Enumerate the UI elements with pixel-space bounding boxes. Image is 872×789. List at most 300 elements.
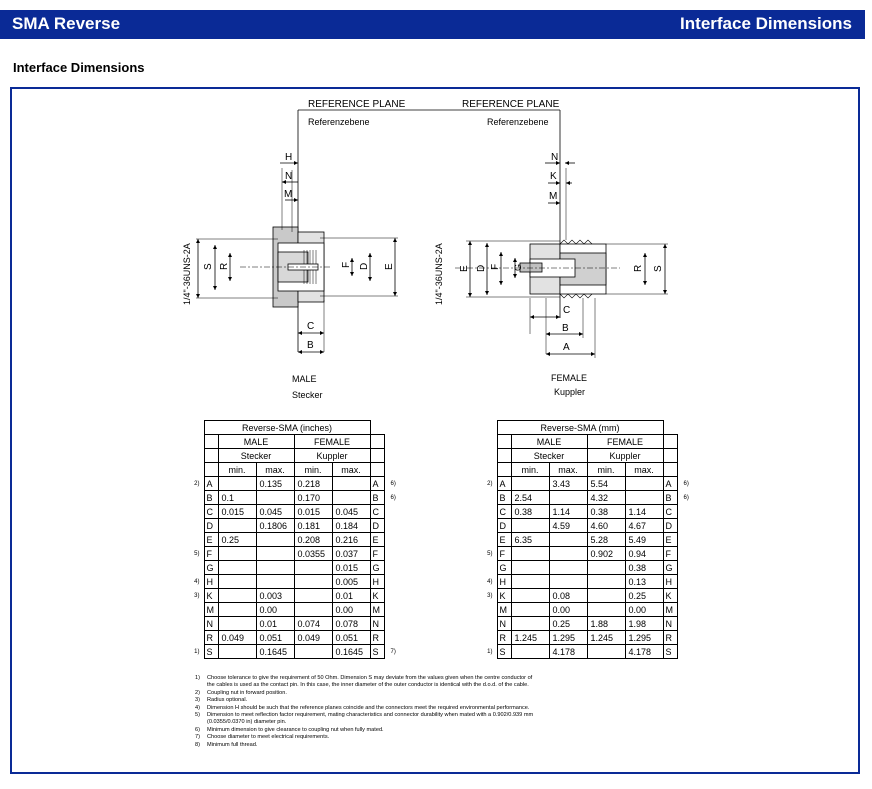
footnote-ref: 2): [194, 480, 200, 487]
table-row: [479, 477, 695, 491]
table-row: [479, 603, 695, 617]
footnote-ref: 2): [487, 480, 493, 487]
footnote-item: [195, 742, 625, 749]
product-title: SMA Reverse: [12, 14, 121, 33]
dim-label-a-female: A: [563, 342, 570, 353]
footnote-number: 6): [195, 726, 200, 733]
female-caption: FEMALE: [551, 373, 588, 383]
male-thread-label: 1/4"-36UNS-2A: [182, 243, 192, 305]
dimension-letter: C: [370, 505, 384, 519]
footnote-ref: [677, 645, 695, 659]
mm-col-min: min.: [511, 463, 549, 477]
female-min-value: 0.074: [294, 617, 332, 631]
footnote-ref: [384, 561, 402, 575]
dimension-letter: N: [497, 617, 511, 631]
dimension-letter: K: [497, 589, 511, 603]
male-max-value: 0.08: [549, 589, 587, 603]
mm-col-max: max.: [625, 463, 663, 477]
female-min-value: 0.208: [294, 533, 332, 547]
female-min-value: 1.245: [587, 631, 625, 645]
footnote-number: 4): [195, 704, 200, 711]
dimension-letter: C: [497, 505, 511, 519]
dimension-letter: K: [204, 589, 218, 603]
footnote-ref: [677, 631, 695, 645]
dimension-letter: H: [370, 575, 384, 589]
mm-female-header-de: Kuppler: [587, 449, 663, 463]
footnote-number: 5): [195, 712, 200, 719]
footnote-ref: [186, 533, 204, 547]
male-min-value: [511, 603, 549, 617]
dim-label-k-female: K: [550, 171, 557, 182]
table-row: [479, 491, 695, 505]
footnote-item: [195, 712, 625, 719]
male-min-value: [218, 477, 256, 491]
female-min-value: 5.28: [587, 533, 625, 547]
footnote-text: Coupling nut in forward position.: [207, 689, 287, 696]
dimension-letter: M: [204, 603, 218, 617]
footnote-ref: 6): [683, 494, 689, 501]
dimension-letter: R: [370, 631, 384, 645]
table-row: [186, 589, 402, 603]
dimension-letter: C: [663, 505, 677, 519]
dim-label-b-female: B: [562, 323, 569, 334]
female-max-value: 1.295: [625, 631, 663, 645]
footnote-ref: [384, 505, 402, 519]
dimension-letter: M: [663, 603, 677, 617]
dimension-letter: C: [204, 505, 218, 519]
section-header-title: Interface Dimensions: [680, 14, 852, 33]
female-max-value: 5.49: [625, 533, 663, 547]
inches-col-min: min.: [294, 463, 332, 477]
table-row: [186, 617, 402, 631]
footnote-ref: [186, 617, 204, 631]
male-max-value: 0.1645: [256, 645, 294, 659]
table-row: [479, 575, 695, 589]
footnote-ref: [384, 547, 402, 561]
dim-label-f-male: F: [341, 261, 352, 268]
footnote-ref: [677, 617, 695, 631]
dimension-letter: S: [204, 645, 218, 659]
dim-label-d-female: D: [476, 264, 487, 272]
dimension-letter: G: [204, 561, 218, 575]
male-max-value: [256, 533, 294, 547]
footnote-item: [195, 727, 625, 734]
female-max-value: 0.94: [625, 547, 663, 561]
dim-label-s-male: S: [203, 263, 214, 270]
footnote-number: 2): [195, 689, 200, 696]
dimension-letter: N: [370, 617, 384, 631]
dimension-letter: D: [370, 519, 384, 533]
mm-male-header-de: Stecker: [511, 449, 587, 463]
male-min-value: [218, 519, 256, 533]
footnote-ref: 5): [194, 550, 200, 557]
footnote-ref: [677, 505, 695, 519]
female-max-value: [332, 491, 370, 505]
dimension-letter: D: [204, 519, 218, 533]
male-min-value: [218, 617, 256, 631]
female-max-value: 0.01: [332, 589, 370, 603]
table-row: [479, 645, 695, 659]
footnotes: [195, 675, 625, 749]
table-row: [479, 533, 695, 547]
dim-label-m-female: M: [549, 191, 558, 202]
male-min-value: [511, 575, 549, 589]
male-max-value: 3.43: [549, 477, 587, 491]
male-max-value: [256, 547, 294, 561]
mm-col-min: min.: [587, 463, 625, 477]
male-min-value: [218, 547, 256, 561]
female-min-value: 0.015: [294, 505, 332, 519]
dimension-letter: B: [370, 491, 384, 505]
footnote-ref: [677, 589, 695, 603]
male-min-value: [511, 547, 549, 561]
footnote-number: 8): [195, 741, 200, 748]
male-min-value: 1.245: [511, 631, 549, 645]
dimension-letter: H: [663, 575, 677, 589]
male-min-value: [218, 645, 256, 659]
male-max-value: 0.135: [256, 477, 294, 491]
dim-label-e-male: E: [384, 263, 395, 270]
footnote-ref: [384, 519, 402, 533]
footnote-number: 3): [195, 697, 200, 704]
dimension-letter: G: [663, 561, 677, 575]
table-row: [186, 645, 402, 659]
dim-label-b-male: B: [307, 340, 314, 351]
mm-table-title: Reverse-SMA (mm): [497, 421, 663, 435]
male-max-value: 0.1806: [256, 519, 294, 533]
footnote-ref: [677, 575, 695, 589]
table-row: [479, 589, 695, 603]
female-min-value: 4.32: [587, 491, 625, 505]
table-row: [186, 603, 402, 617]
male-max-value: 1.14: [549, 505, 587, 519]
female-min-value: 0.218: [294, 477, 332, 491]
dimension-letter: K: [370, 589, 384, 603]
male-caption: MALE: [292, 374, 317, 384]
female-min-value: 0.181: [294, 519, 332, 533]
dimension-letter: E: [497, 533, 511, 547]
dim-label-c-male: C: [307, 321, 315, 332]
footnote-text: Minimum full thread.: [207, 741, 258, 748]
footnote-number: 7): [195, 734, 200, 741]
dim-label-g-female: G: [513, 263, 523, 271]
dim-label-r-female: R: [633, 264, 644, 272]
footnote-ref: [384, 603, 402, 617]
male-max-value: [549, 575, 587, 589]
female-max-value: 0.037: [332, 547, 370, 561]
female-min-value: [587, 575, 625, 589]
table-row: [479, 617, 695, 631]
footnote-ref: [384, 631, 402, 645]
male-min-value: 0.38: [511, 505, 549, 519]
male-min-value: [511, 617, 549, 631]
dimension-letter: E: [370, 533, 384, 547]
footnote-ref: [186, 603, 204, 617]
dimension-letter: A: [370, 477, 384, 491]
female-max-value: 0.045: [332, 505, 370, 519]
male-min-value: [218, 603, 256, 617]
footnote-ref: 6): [390, 480, 396, 487]
inches-col-max: max.: [332, 463, 370, 477]
female-min-value: 5.54: [587, 477, 625, 491]
footnote-ref: [677, 533, 695, 547]
footnote-text: Minimum dimension to give clearance to coupling nut when fully mated.: [207, 726, 384, 733]
footnote-ref: [677, 603, 695, 617]
footnote-ref: [186, 519, 204, 533]
inches-col-min: min.: [218, 463, 256, 477]
dimension-letter: A: [497, 477, 511, 491]
table-row: [186, 491, 402, 505]
female-min-value: 0.38: [587, 505, 625, 519]
dimension-letter: G: [370, 561, 384, 575]
dimension-letter: A: [663, 477, 677, 491]
female-max-value: 4.67: [625, 519, 663, 533]
female-max-value: 0.216: [332, 533, 370, 547]
female-min-value: 1.88: [587, 617, 625, 631]
ref-plane-female-label-de: Referenzebene: [487, 117, 549, 127]
footnote-ref: [479, 631, 497, 645]
female-max-value: 0.1645: [332, 645, 370, 659]
footnote-ref: 7): [390, 648, 396, 655]
footnote-ref: 1): [487, 648, 493, 655]
male-max-value: [549, 547, 587, 561]
dimension-letter: M: [370, 603, 384, 617]
female-min-value: [294, 603, 332, 617]
dim-label-n-male: N: [285, 171, 293, 182]
footnote-ref: [186, 491, 204, 505]
footnote-text: (0.0355/0.0370 in) diameter pin.: [207, 719, 287, 726]
dimension-letter: D: [497, 519, 511, 533]
female-max-value: 0.38: [625, 561, 663, 575]
footnote-item: [195, 682, 625, 689]
dimension-letter: F: [370, 547, 384, 561]
footnote-ref: [479, 505, 497, 519]
dimension-letter: D: [663, 519, 677, 533]
dimension-letter: F: [663, 547, 677, 561]
dim-label-e-female: E: [459, 265, 470, 272]
male-max-value: [549, 561, 587, 575]
male-max-value: 4.59: [549, 519, 587, 533]
footnote-ref: [479, 603, 497, 617]
male-min-value: 6.35: [511, 533, 549, 547]
footnote-item: [195, 690, 625, 697]
male-min-value: [218, 589, 256, 603]
footnote-ref: [677, 561, 695, 575]
male-min-value: [511, 477, 549, 491]
dimension-letter: R: [204, 631, 218, 645]
male-min-value: 0.015: [218, 505, 256, 519]
female-max-value: 0.051: [332, 631, 370, 645]
footnote-ref: [479, 491, 497, 505]
dimension-letter: B: [663, 491, 677, 505]
male-max-value: 1.295: [549, 631, 587, 645]
ref-plane-male-label-de: Referenzebene: [308, 117, 370, 127]
dimension-letter: B: [497, 491, 511, 505]
footnote-ref: [677, 519, 695, 533]
dimension-letter: R: [663, 631, 677, 645]
footnote-ref: [384, 533, 402, 547]
footnote-ref: [677, 547, 695, 561]
mm-female-header: FEMALE: [587, 435, 663, 449]
footnote-ref: 6): [390, 494, 396, 501]
table-row: [186, 505, 402, 519]
female-caption-de: Kuppler: [554, 387, 586, 397]
male-max-value: [549, 491, 587, 505]
footnote-item: [195, 697, 625, 704]
table-row: [186, 519, 402, 533]
dimension-letter: B: [204, 491, 218, 505]
footnote-item: [195, 719, 625, 726]
male-caption-de: Stecker: [292, 390, 323, 400]
male-max-value: [256, 491, 294, 505]
footnote-ref: [479, 561, 497, 575]
male-max-value: 0.045: [256, 505, 294, 519]
footnote-ref: [479, 617, 497, 631]
male-max-value: 0.003: [256, 589, 294, 603]
dim-label-f-female: F: [490, 263, 501, 270]
female-min-value: [587, 603, 625, 617]
male-min-value: [218, 575, 256, 589]
female-min-value: [294, 645, 332, 659]
dimension-letter: S: [370, 645, 384, 659]
footnote-ref: [479, 533, 497, 547]
footnote-ref: [479, 519, 497, 533]
female-max-value: 1.14: [625, 505, 663, 519]
male-max-value: [256, 575, 294, 589]
table-row: [479, 547, 695, 561]
female-min-value: 0.902: [587, 547, 625, 561]
dimension-letter: A: [204, 477, 218, 491]
dimension-letter: S: [663, 645, 677, 659]
table-row: [186, 631, 402, 645]
dimension-letter: N: [663, 617, 677, 631]
dimension-letter: H: [204, 575, 218, 589]
mm-col-max: max.: [549, 463, 587, 477]
dimension-letter: F: [497, 547, 511, 561]
ref-plane-female-label: REFERENCE PLANE: [462, 99, 560, 110]
inches-female-header: FEMALE: [294, 435, 370, 449]
footnote-number: [195, 719, 207, 726]
male-max-value: 4.178: [549, 645, 587, 659]
footnote-ref: 5): [487, 550, 493, 557]
inches-female-header-de: Kuppler: [294, 449, 370, 463]
dim-label-d-male: D: [359, 262, 370, 270]
footnote-ref: 4): [194, 578, 200, 585]
page-title: Interface Dimensions: [13, 60, 145, 75]
female-min-value: 0.0355: [294, 547, 332, 561]
male-max-value: 0.051: [256, 631, 294, 645]
footnote-ref: 3): [194, 592, 200, 599]
footnote-ref: [384, 589, 402, 603]
ref-plane-male-label: REFERENCE PLANE: [308, 99, 406, 110]
male-max-value: 0.25: [549, 617, 587, 631]
table-row: [479, 631, 695, 645]
dimension-letter: M: [497, 603, 511, 617]
male-min-value: [218, 561, 256, 575]
female-min-value: [587, 645, 625, 659]
table-row: [186, 561, 402, 575]
footnote-ref: [186, 505, 204, 519]
footnote-ref: 3): [487, 592, 493, 599]
dimension-letter: K: [663, 589, 677, 603]
female-max-value: [332, 477, 370, 491]
footnote-ref: [186, 561, 204, 575]
dim-label-s-female: S: [653, 265, 664, 272]
table-row: [479, 519, 695, 533]
female-max-value: 0.00: [625, 603, 663, 617]
female-min-value: [294, 575, 332, 589]
dimension-letter: E: [204, 533, 218, 547]
male-max-value: [256, 561, 294, 575]
dimension-letter: H: [497, 575, 511, 589]
female-min-value: [294, 589, 332, 603]
mm-table: [479, 420, 695, 659]
dimension-letter: S: [497, 645, 511, 659]
footnote-item: [195, 705, 625, 712]
male-max-value: [549, 533, 587, 547]
dimension-letter: N: [204, 617, 218, 631]
female-max-value: 0.015: [332, 561, 370, 575]
table-row: [186, 477, 402, 491]
inches-table: [186, 420, 402, 659]
female-max-value: 0.00: [332, 603, 370, 617]
table-row: [186, 575, 402, 589]
footnote-ref: [384, 617, 402, 631]
footnote-text: Dimension H should be such that the reference planes coincide and the connectors meet the required environmental performance.: [207, 704, 530, 711]
dimension-letter: E: [663, 533, 677, 547]
footnote-text: Dimension to meet reflection factor requirement, mating characteristics and connector durability when mated with a 0.902/0.939 mm: [207, 712, 534, 719]
female-max-value: 0.184: [332, 519, 370, 533]
table-row: [186, 547, 402, 561]
female-min-value: 4.60: [587, 519, 625, 533]
mm-male-header: MALE: [511, 435, 587, 449]
female-thread-label: 1/4"-36UNS-2A: [434, 243, 444, 305]
male-min-value: 0.1: [218, 491, 256, 505]
female-max-value: [625, 491, 663, 505]
dim-label-c-female: C: [563, 305, 571, 316]
female-max-value: 0.078: [332, 617, 370, 631]
footnote-item: [195, 675, 625, 682]
footnote-ref: [186, 631, 204, 645]
footnote-ref: [384, 575, 402, 589]
female-min-value: [294, 561, 332, 575]
female-max-value: 0.25: [625, 589, 663, 603]
male-min-value: [511, 519, 549, 533]
dim-label-r-male: R: [219, 262, 230, 270]
male-min-value: [511, 589, 549, 603]
female-max-value: 1.98: [625, 617, 663, 631]
footnote-text: Choose diameter to meet electrical requirements.: [207, 734, 330, 741]
footnote-ref: 1): [194, 648, 200, 655]
male-max-value: 0.00: [256, 603, 294, 617]
footnote-number: [195, 682, 207, 689]
male-min-value: [511, 561, 549, 575]
dimension-letter: G: [497, 561, 511, 575]
male-min-value: 0.049: [218, 631, 256, 645]
dimension-letter: F: [204, 547, 218, 561]
male-min-value: 0.25: [218, 533, 256, 547]
footnote-text: the cables is used as the contact pin. In this case, the inner diameter of the outer conductor is identical with the d.o.d. of the cable.: [207, 682, 529, 689]
footnote-text: Radius optional.: [207, 697, 248, 704]
male-min-value: [511, 645, 549, 659]
male-min-value: 2.54: [511, 491, 549, 505]
inches-male-header: MALE: [218, 435, 294, 449]
male-max-value: 0.01: [256, 617, 294, 631]
female-max-value: 0.13: [625, 575, 663, 589]
footnote-text: Choose tolerance to give the requirement of 50 Ohm. Dimension S may deviate from the values given when the centre conductor of: [207, 675, 533, 681]
female-min-value: 0.170: [294, 491, 332, 505]
dim-label-m-male: M: [284, 189, 293, 200]
